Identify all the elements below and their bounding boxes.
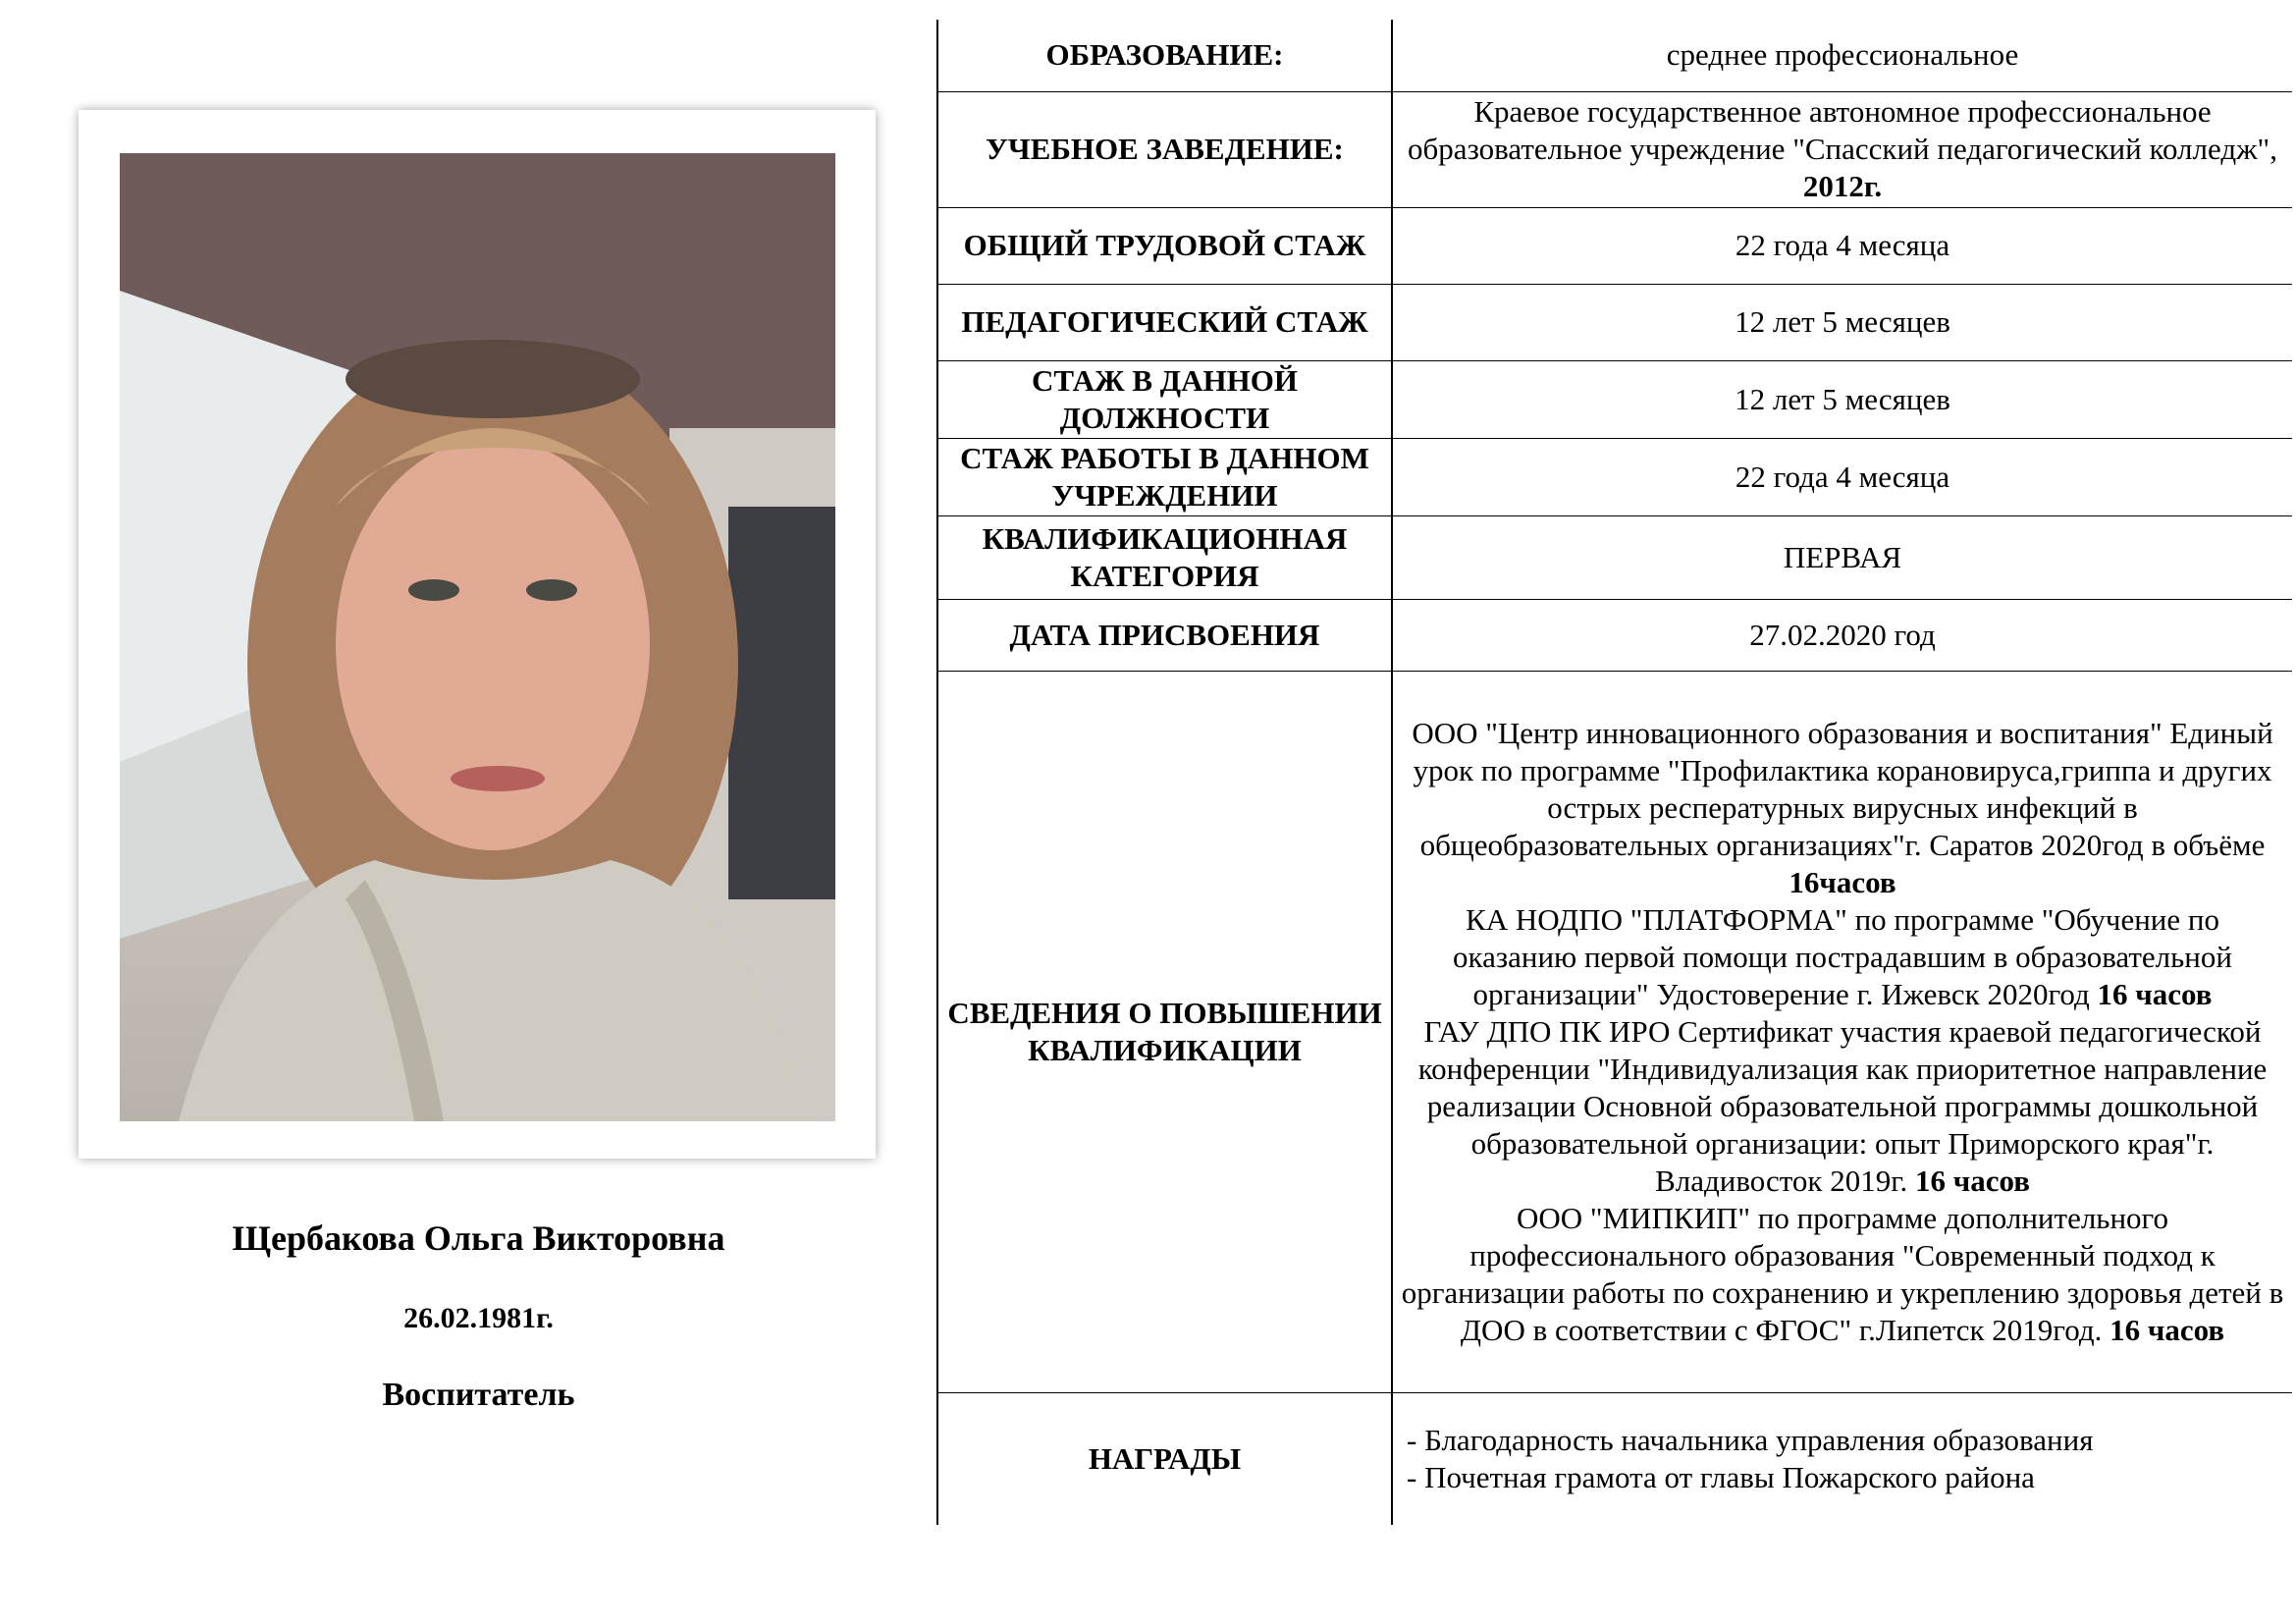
table-row [937, 20, 2292, 91]
table-row [937, 91, 2292, 207]
graduation-year: 2012г. [1802, 169, 1883, 203]
qualification-list [1392, 671, 2292, 1392]
portrait-photo [120, 153, 835, 1121]
row-label: ПЕДАГОГИЧЕСКИЙ СТАЖ [937, 284, 1392, 360]
profile-table [936, 20, 2291, 1525]
table-row [937, 599, 2292, 671]
photo-frame [79, 110, 876, 1159]
row-label: УЧЕБНОЕ ЗАВЕДЕНИЕ: [937, 91, 1392, 207]
awards-row [937, 1392, 2292, 1525]
row-value: 22 года 4 месяца [1392, 438, 2292, 515]
qualification-label: СВЕДЕНИЯ О ПОВЫШЕНИИ КВАЛИФИКАЦИИ [937, 671, 1392, 1392]
table-row [937, 360, 2292, 438]
row-value: 12 лет 5 месяцев [1392, 284, 2292, 360]
qualification-row [937, 671, 2292, 1392]
row-label: СТАЖ РАБОТЫ В ДАННОМ УЧРЕЖДЕНИИ [937, 438, 1392, 515]
person-dob: 26.02.1981г. [403, 1302, 554, 1334]
row-value [1392, 91, 2292, 207]
row-label: ДАТА ПРИСВОЕНИЯ [937, 599, 1392, 671]
award-item: - Благодарность начальника управления образования [1407, 1422, 2094, 1457]
row-value: среднее профессиональное [1392, 20, 2292, 91]
row-value: 12 лет 5 месяцев [1392, 360, 2292, 438]
person-name: Щербакова Ольга Викторовна [232, 1218, 725, 1258]
qualification-item: ГАУ ДПО ПК ИРО Сертификат участия краевой педагогической конференции "Индивидуализация как приоритетное направление реализации Основной образовательной программы дошкольной образовательной организации: опыт Приморского края"г. Владивосток 2019г. 16 часов [1417, 1013, 2268, 1198]
row-label: ОБРАЗОВАНИЕ: [937, 20, 1392, 91]
row-label: КВАЛИФИКАЦИОННАЯ КАТЕГОРИЯ [937, 515, 1392, 599]
table-row [937, 438, 2292, 515]
qualification-item: ООО "Центр инновационного образования и воспитания" Единый урок по программе "Профилактика корановируса,гриппа и других острых респературных вирусных инфекций в общеобразовательных организациях"г. Саратов 2020год в объёме 16часов [1412, 715, 2273, 899]
qualification-item: КА НОДПО "ПЛАТФОРМА" по программе "Обучение по оказанию первой помощи пострадавшим в образовательной организации" Удостоверение г. Ижевск 2020год 16 часов [1453, 901, 2232, 1011]
award-item: - Почетная грамота от главы Пожарского района [1407, 1459, 2035, 1494]
row-value: 27.02.2020 год [1392, 599, 2292, 671]
row-label: СТАЖ В ДАННОЙ ДОЛЖНОСТИ [937, 360, 1392, 438]
table-row [937, 284, 2292, 360]
awards-label: НАГРАДЫ [937, 1392, 1392, 1525]
person-position: Воспитатель [382, 1377, 575, 1413]
institution-text: Краевое государственное автономное профессиональное образовательное учреждение "Спасский педагогический колледж", [1408, 94, 2277, 166]
table-row [937, 207, 2292, 284]
table-row [937, 515, 2292, 599]
row-value: ПЕРВАЯ [1392, 515, 2292, 599]
row-value: 22 года 4 месяца [1392, 207, 2292, 284]
row-label: ОБЩИЙ ТРУДОВОЙ СТАЖ [937, 207, 1392, 284]
awards-list [1392, 1392, 2292, 1525]
qualification-item: ООО "МИПКИП" по программе дополнительного профессионального образования "Современный подход к организации работы по сохранению и укреплению здоровья детей в ДОО в соответствии с ФГОС" г.Липетск 2019год. 16 часов [1401, 1200, 2284, 1347]
